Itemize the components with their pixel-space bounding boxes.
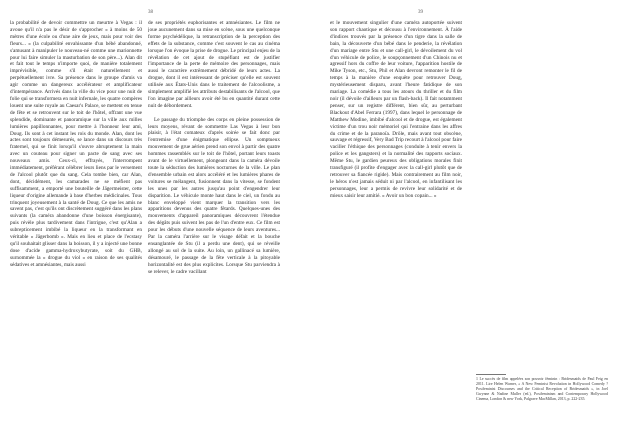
text-column-1 <box>10 20 142 432</box>
paragraph: la probabilité de devoir commettre un meurtre à Vegas : il avoue qu'il n'a pas le désir de s'approcher « à moins de 50 mètres d'une école ou d'une aire de jeux, mais pour voir des fleurs... » (la culpabilité envahissante d'un bébé abandonné, s'amusant à manipuler le nouveau-né comme une marionnette pour lui faire simuler la masturbation de son père...). Alan dit et fait tout le temps n'importe quoi, de manière totalement imprévisible, comme s'il était naturellement et perpétuellement ivre. Sa présence dans le groupe d'amis va agir comme un dangereux accélérateur et amplificateur d'intempérance. Arrivés dans la ville du vice pour une nuit de folie qui se transformera en nuit infernale, les quatre compères louent une suite royale au Caesar's Palace, se mettent en tenue de fête et se retrouvent sur le toit de l'hôtel, offrant une vue splendide, dominante et panoramique sur la ville aux milles lumières papillonnantes, pour mettre à l'honneur leur ami, Doug. Ils sont à cet instant les rois du monde. Alan, dont les actes sont toujours démesurés, se lance dans un discours très fraternel, qui se finit lorsqu'il s'ouvre abruptement la main avec un couteau pour signer un pacte de sang avec ses nouveaux amis. Ceux-ci, effrayés, l'interrompent immédiatement, préférant célébrer leurs liens par le versement de l'alcool plutôt que du sang. Cela tombe bien, car Alan, dont, décidément, les camarades ne se méfient pas suffisamment, a emporté une bouteille de Jägermeister, cette liqueur d'origine allemande à base d'herbes médicinales. Tous trinquent joyeusement à la santé de Doug. Ce que les amis ne savent pas, c'est qu'ils ont discrètement suggéré dans les plans suivants (la caméra abandonne d'une boisson énergisante), puis révèle plus tardivement dans l'intrigue, c'est qu'Alan a subrepticement imbibé la liqueur en la transformant en véritable « Jägerbomb ». Mais en lieu et place de l'ecstasy qu'il souhaitait glisser dans la boisson, il y a injecté une bonne dose d'acide gamma-hydroxybutyrate, soit du GHB, surnommée la « drogue du viol » en raison de ses qualités sédatives et amnésiantes, mais aussi <box>10 20 142 268</box>
text-column-2 <box>148 20 280 432</box>
footnote-text: 1 Le succès de film appelées son pouvoir féminin : Bridesmaids de Paul Feig en 2011. Lire Helen Warner, « A New Feminist Revolution in Hollywood Comedy ? Postfeminist Discourses and the Critical Reception of Bridesmaids », in Joel Gwynne & Nadine Muller (ed.), Postfeminism and Contemporary Hollywood Cinema, London & new York, Palgrave MacMillan, 2013, p. 222-235. <box>476 377 608 401</box>
page-number-left: 38 <box>148 10 153 15</box>
paragraph: et le mouvement singulier d'une caméra autoportée suivent son rapport chaotique et décousu à l'environnement. À l'aide d'indices trouvés par la présence d'un tigre dans la salle de bain, la découverte d'un bébé dans le penderie, la révélation d'un mariage entre Stu et une call-girl, le dévoilement du vol d'un véhicule de police, le soupçonnement d'un Chinois nu et agressif hors du coffre de leur voiture, l'apparition hostile de Mike Tyson, etc., Stu, Phil et Alan devront remonter le fil de temps à la manière d'une enquête pour retrouver Doug, mystérieusement disparu, avant l'heure fatidique de son mariage. La comédie a tous les atours du thriller et du film noir (il dévoile d'ailleurs par un flash-back). Il fait notamment penser, sur un registre différent, bien sûr, au perturbant Blackout d'Abel Ferrara (1997), dans lequel le personnage de Matthew Modine, imbibé d'alcool et de drogue, est également victime d'un trou noir mémoriel qui l'entraine dans les affres du crime et de la paranoïa. Drôle, mais avant tout obscène, sauvage et régressif, Very Bad Trip recourt à l'alcool pour faire vaciller l'éthique des personnages (conduite à tenir envers la police et les gangsters) et la normalité des rapports sociaux. Même Stu, le gardien peureux des obligations morales finit transfiguré (il profite d'engager avec la call-girl plutôt que de retrouver sa fiancée rigide). Mais contrairement au film noir, le héros n'est jamais séduit ni par l'alcool, en infantilisant les personnages, leur a permis de revivre leur solidarité et de mieux saisir leur amitié. « Avoir un bon copain... » <box>330 20 462 199</box>
footnote-rule <box>476 374 506 375</box>
paragraph: de ses propriétés euphorisantes et amnésiantes. Le film ne joue aucunement dans sa mise en scène, sous une quelconque forme psychédélique, la retranscription de la perception des effets de la substance, comme c'est souvent le cas au cinéma lorsque l'on évoque la prise de drogue. Le principal enjeu de la révélation de cet ajout de stupéfiant est de justifier l'importance de la perte de mémoire des personnages, mais aussi le caractère extrêmement débridé de leurs actes. La drogue, dont il est intéressant de préciser qu'elle est souvent utilisée aux États-Unis dans le traitement de l'alcoolisme, a simplement amplifié les attributs destabilisants de l'alcool, que l'on imagine par ailleurs avoir été bu en quantité durant cette nuit de débordement. <box>148 20 280 109</box>
page-number-right: 39 <box>418 10 423 15</box>
text-column-3 <box>330 20 462 432</box>
paragraph: Le passage du triomphe des corps en pleine possession de leurs moyens, révant de sommettre Las Vegas à leur bon plaisir, à l'état comateux d'après soirée se fait donc par l'entremise d'une énigmatique ellipse. Un somptueux mouvement de grue aérien prend son envol à partir des quatre hommes rassemblés sur le toit de l'hôtel, portant leurs toasts avant de le virtuellement, plongeant dans la caméra dévoile toute la séduction des lumières nocturnes de la ville. Le plan d'ensemble urbain est alors accéléré et les lumières phares de voitures se mélangent, fusionnent dans la vitesse, se fondent les unes par les autres jusqu'au point d'engendrer leur disparition. Le véhicule monte haut dans le ciel, un fondu au blanc enveloppé vient marquer la transition vers les apparitions devenus des quatre fêtards. Quelques-unes des mouvements d'appareil panoramiques découvrent l'étendue des dégâts puis suivent les pas de l'un d'entre eux. Ce film est pour les débuts d'une nouvelle séquence de leurs aventures... Par la caméra l'arrière sur le visage défait et la bouche ensanglantée de Stu (il a perdu une dent), qui se réveille allongé au sol de la suite. Au loin, un gallinacé sa lumière, désamouré, le passage de la fête verticale à la pitoyable horizontalité est des plus explicites. Lorsque Stu parviendra à se relever, le cadre vacillant <box>148 116 280 275</box>
footnote <box>476 374 608 402</box>
